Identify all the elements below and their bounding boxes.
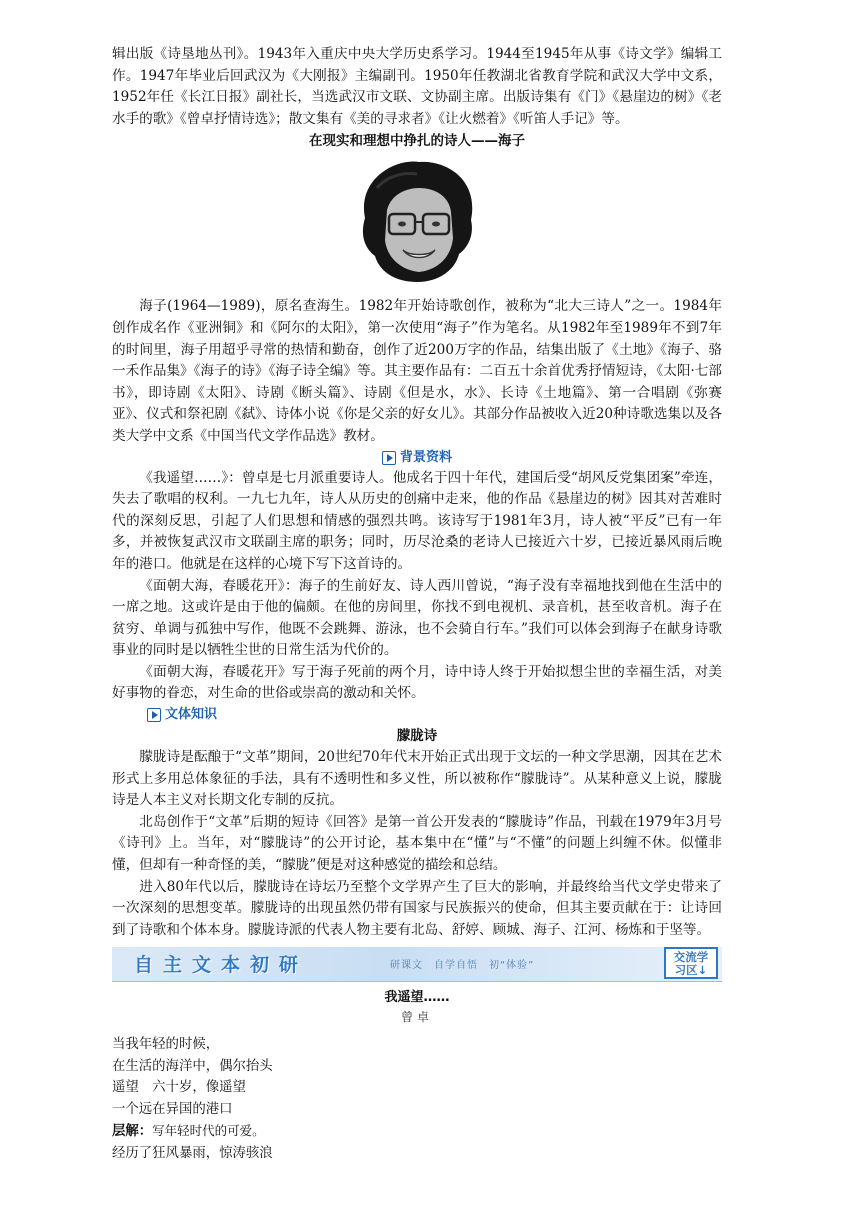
study-section-banner — [112, 947, 722, 982]
badge-line: 习区↓ — [674, 963, 708, 978]
genre-heading: 朦胧诗 — [396, 728, 438, 745]
poem-line: 经历了狂风暴雨，惊涛骇浪 — [112, 1146, 273, 1161]
note-text: 写年轻时代的可爱。 — [152, 1123, 265, 1139]
background-paragraph: 《我遥望……》：曾卓是七月派重要诗人。他成名于四十年代，建国后受“胡风反党集团案”牵连，失去了歌唱的权利。一九七九年，诗人从历史的创痛中走来，他的作品《悬崖边的树》因其对苦难时代的深刻反思，引起了人们思想和情感的强烈共鸣。该诗写于1981年3月，诗人被“平反”已有一年多，并被恢复武汉市文联副主席的职务；同时，历尽沧桑的老诗人已接近六十岁，已接近暴风雨后晚年的港口。他就是在这样的心境下写下这首诗的。 — [112, 469, 722, 572]
poem-line: 一个远在异国的港口 — [112, 1101, 233, 1117]
poem-body — [112, 1034, 722, 1143]
haizi-heading: 在现实和理想中挣扎的诗人——海子 — [309, 133, 525, 150]
intro-bio-paragraph: 辑出版《诗垦地丛刊》。1943年入重庆中央大学历史系学习。1944至1945年从事《诗文学》编辑工作。1947年毕业后回武汉为《大刚报》主编副刊。1950年任教湖北省教育学院和武汉大学中文系，1952年任《长江日报》副社长，当选武汉市文联、文协副主席。出版诗集有《门》《悬崖边的树》《老水手的歌》《曾卓抒情诗选》；散文集有《美的寻求者》《让火燃着》《听笛人手记》等。 — [112, 46, 722, 127]
background-section-tag — [112, 448, 722, 468]
play-arrow-icon — [382, 451, 396, 465]
background-tag-label: 背景资料 — [399, 449, 452, 465]
poem-line: 在生活的海洋中，偶尔抬头 — [112, 1058, 273, 1074]
genre-paragraph: 北岛创作于“文革”后期的短诗《回答》是第一首公开发表的“朦胧诗”作品，刊载在1979年3月号《诗刊》上。当年，对“朦胧诗”的公开讨论，基本集中在“懂”与“不懂”的问题上纠缠不休。似懂非懂，但却有一种奇怪的美，“朦胧”便是对这种感觉的描绘和总结。 — [112, 813, 722, 874]
banner-title: 自主文本初研 — [134, 954, 309, 977]
poem-line: 遥望 六十岁，像遥望 — [112, 1080, 246, 1096]
badge-line: 交流学 — [673, 950, 709, 965]
background-paragraph: 《面朝大海，春暖花开》：海子的生前好友、诗人西川曾说，“海子没有幸福地找到他在生活中的一席之地。这或许是由于他的偏颇。在他的房间里，你找不到电视机、录音机，甚至收音机。海子在贫穷、单调与孤独中写作，他既不会跳舞、游泳，也不会骑自行车。”我们可以体会到海子在献身诗歌事业的同时是以牺牲尘世的日常生活为代价的。 — [112, 577, 722, 659]
poem-line: 当我年轻的时候， — [112, 1037, 220, 1053]
layer-note — [112, 1120, 722, 1143]
poem-author: 曾卓 — [400, 1010, 433, 1025]
haizi-photo — [112, 158, 722, 286]
genre-paragraph: 朦胧诗是酝酿于“文革”期间，20世纪70年代末开始正式出现于文坛的一种文学思潮，因其在艺术形式上多用总体象征的手法，具有不透明性和多义性，所以被称作“朦胧诗”。从某种意义上说，朦胧诗是人本主义对长期文化专制的反抗。 — [112, 749, 722, 809]
document-page — [112, 44, 722, 1143]
exchange-area-badge — [664, 947, 718, 979]
genre-tag-label: 文体知识 — [165, 707, 218, 723]
note-label: 层解： — [112, 1124, 153, 1140]
banner-subtitle: 研课文 自学自悟 初“体验” — [390, 960, 535, 972]
genre-section-tag — [147, 705, 722, 725]
play-arrow-icon — [147, 708, 161, 722]
genre-paragraph: 进入80年代以后，朦胧诗在诗坛乃至整个文学界产生了巨大的影响，并最终给当代文学史带来了一次深刻的思想变革。朦胧诗的出现虽然仍带有国家与民族振兴的使命，但其主要贡献在于：让诗回到了诗歌和个体本身。朦胧诗派的代表人物主要有北岛、舒婷、顾城、海子、江河、杨炼和于坚等。 — [112, 878, 722, 938]
poem-title: 我遥望…… — [384, 990, 450, 1006]
haizi-bio-paragraph: 海子(1964—1989)，原名查海生。1982年开始诗歌创作，被称为“北大三诗人”之一。1984年创作成名作《亚洲铜》和《阿尔的太阳》，第一次使用“海子”作为笔名。从1982年至1989年不到7年的时间里，海子用超乎寻常的热情和勤奋，创作了近200万字的作品，结集出版了《土地》《海子、骆一禾作品集》《海子的诗》《海子诗全编》等。其主要作品有：二百五十余首优秀抒情短诗，《太阳·七部书》，即诗剧《太阳》、诗剧《断头篇》、诗剧《但是水，水》、长诗《土地篇》、第一合唱剧《弥赛亚》、仪式和祭祀剧《弑》、诗体小说《你是父亲的好女儿》。其部分作品被收入近20种诗歌选集以及各类大学中文系《中国当代文学作品选》教材。 — [112, 298, 722, 444]
background-paragraph: 《面朝大海，春暖花开》写于海子死前的两个月，诗中诗人终于开始拟想尘世的幸福生活，对美好事物的眷恋，对生命的世俗或崇高的激动和关怀。 — [112, 663, 722, 702]
portrait-image — [347, 158, 487, 286]
